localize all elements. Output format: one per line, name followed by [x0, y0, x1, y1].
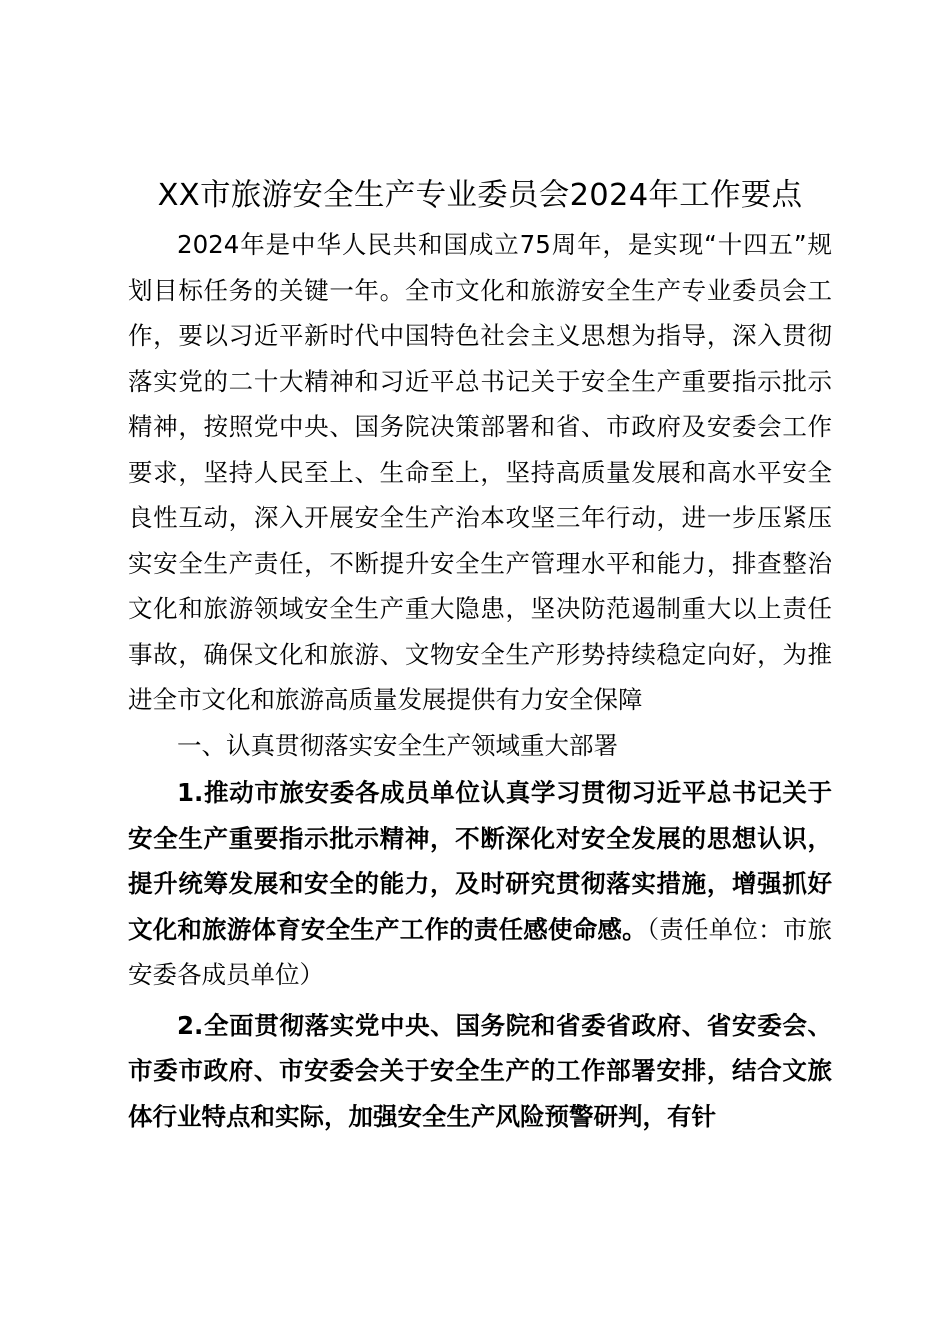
work-item-1-responsible-unit: （责任单位：市旅安委各成员单位） — [128, 914, 832, 989]
work-item-2-bold-text: 2.全面贯彻落实党中央、国务院和省委省政府、省安委会、市委市政府、市安委会关于安全生产的工作部署安排，结合文旅体行业特点和实际，加强安全生产风险预警研判，有针 — [128, 1010, 832, 1131]
work-item-1 — [128, 770, 832, 998]
work-item-1-bold-text: 1.推动市旅安委各成员单位认真学习贯彻习近平总书记关于安全生产重要指示批示精神，不断深化对安全发展的思想认识，提升统筹发展和安全的能力，及时研究贯彻落实措施，增强抓好文化和旅游体育安全生产工作的责任感使命感。 — [128, 778, 832, 944]
intro-paragraph: 2024年是中华人民共和国成立75周年，是实现“十四五”规划目标任务的关键一年。全市文化和旅游安全生产专业委员会工作，要以习近平新时代中国特色社会主义思想为指导，深入贯彻落实党的二十大精神和习近平总书记关于安全生产重要指示批示精神，按照党中央、国务院决策部署和省、市政府及安委会工作要求，坚持人民至上、生命至上，坚持高质量发展和高水平安全良性互动，深入开展安全生产治本攻坚三年行动，进一步压紧压实安全生产责任，不断提升安全生产管理水平和能力，排查整治文化和旅游领域安全生产重大隐患，坚决防范遏制重大以上责任事故，确保文化和旅游、文物安全生产形势持续稳定向好，为推进全市文化和旅游高质量发展提供有力安全保障 — [128, 230, 832, 714]
work-item-2 — [128, 1003, 832, 1140]
document-title: XX市旅游安全生产专业委员会2024年工作要点 — [157, 178, 803, 213]
section-heading-1: 一、认真贯彻落实安全生产领域重大部署 — [177, 730, 618, 760]
